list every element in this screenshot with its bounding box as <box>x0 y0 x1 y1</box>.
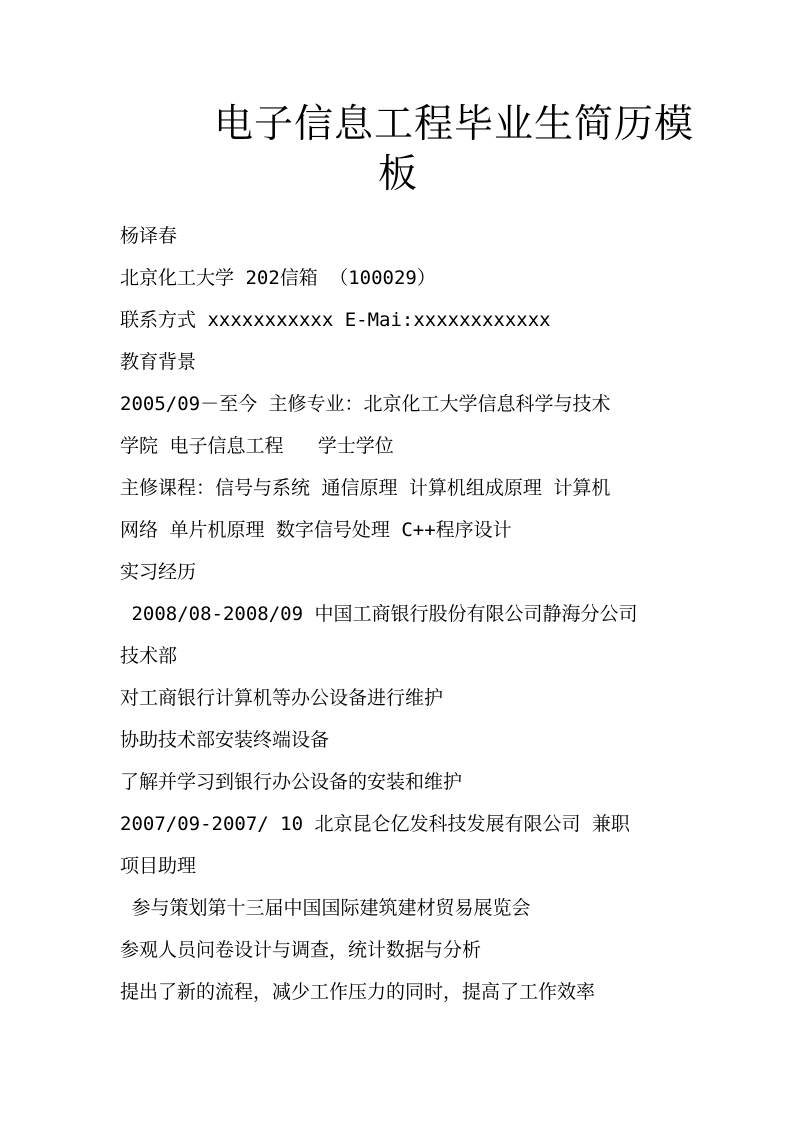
internship-duty: 协助技术部安装终端设备 <box>120 729 330 751</box>
internship-duty: 对工商银行计算机等办公设备进行维护 <box>120 687 444 709</box>
education-heading: 教育背景 <box>120 351 197 373</box>
internship-line: 2007/09-2007/ 10 北京昆仑亿发科技发展有限公司 兼职 <box>120 813 630 835</box>
courses-line: 网络 单片机原理 数字信号处理 C++程序设计 <box>120 519 512 541</box>
education-line: 2005/09－至今 主修专业：北京化工大学信息科学与技术 <box>120 393 611 415</box>
contact-line: 联系方式 xxxxxxxxxxx E-Mai:xxxxxxxxxxxx <box>120 309 551 331</box>
internship-line: 项目助理 <box>120 855 197 877</box>
internship-duty: 了解并学习到银行办公设备的安装和维护 <box>120 771 463 793</box>
internship-line: 技术部 <box>120 645 178 667</box>
internship-duty: 参与策划第十三届中国国际建筑建材贸易展览会 <box>120 897 531 919</box>
internship-duty: 参观人员问卷设计与调查，统计数据与分析 <box>120 939 482 961</box>
address-line: 北京化工大学 202信箱 （100029） <box>120 267 436 289</box>
name-line: 杨译春 <box>120 225 178 247</box>
courses-line: 主修课程：信号与系统 通信原理 计算机组成原理 计算机 <box>120 477 611 499</box>
document-title-continuation: 板 <box>378 152 418 197</box>
internship-heading: 实习经历 <box>120 561 197 583</box>
document-title: 电子信息工程毕业生简历模 <box>214 102 695 147</box>
education-line: 学院 电子信息工程 学士学位 <box>120 435 394 457</box>
internship-duty: 提出了新的流程，减少工作压力的同时，提高了工作效率 <box>120 981 596 1003</box>
internship-line: 2008/08-2008/09 中国工商银行股份有限公司静海分公司 <box>120 603 638 625</box>
